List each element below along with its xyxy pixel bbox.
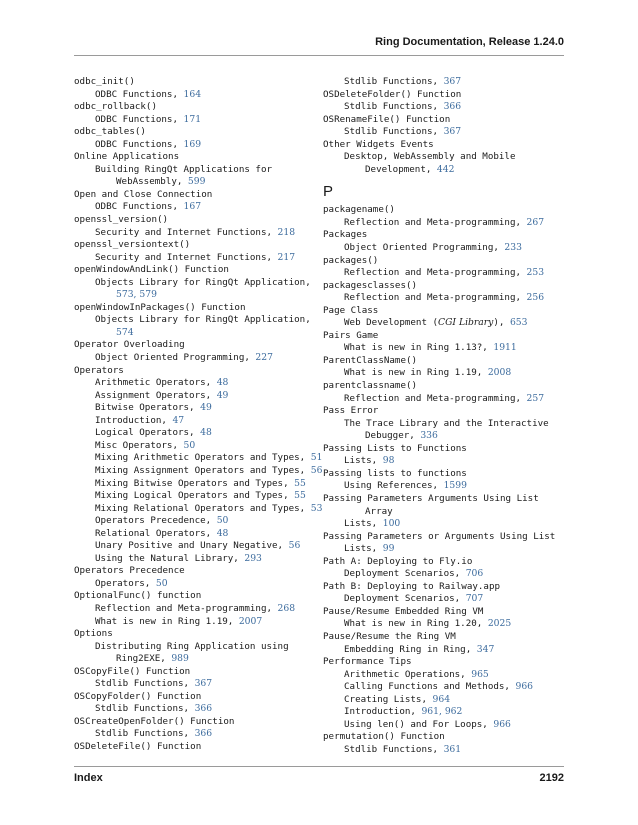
index-entry xyxy=(323,656,565,669)
entry-text: Stdlib Functions, xyxy=(95,678,195,690)
page-reference-link[interactable]: 55 xyxy=(294,490,306,502)
index-subentry xyxy=(74,728,316,741)
entry-text: Development, xyxy=(365,163,437,175)
entry-text: packages() xyxy=(323,254,379,266)
index-subentry xyxy=(323,367,565,380)
index-entry xyxy=(323,556,565,569)
entry-text: Security and Internet Functions, xyxy=(95,251,278,263)
entry-text: What is new in Ring 1.19, xyxy=(95,615,239,627)
header-rule xyxy=(74,55,564,56)
index-entry xyxy=(323,204,565,217)
entry-text: ODBC Functions, xyxy=(95,113,184,125)
index-subentry xyxy=(323,292,565,305)
page-reference-link[interactable]: 367 xyxy=(194,678,213,690)
entry-text: Lists, xyxy=(344,543,383,555)
page-reference-link[interactable]: 966 xyxy=(515,681,534,693)
index-section-letter: P xyxy=(323,183,334,201)
entry-text: OSDeleteFile() Function xyxy=(74,740,202,752)
entry-text: Objects Library for RingQt Application, xyxy=(95,314,311,326)
entry-text: Creating Lists, xyxy=(344,693,433,705)
entry-text: OSDeleteFolder() Function xyxy=(323,88,462,100)
index-subentry xyxy=(323,101,565,114)
page-reference-link[interactable]: 164 xyxy=(183,88,202,100)
index-entry xyxy=(74,76,316,89)
index-subentry xyxy=(74,464,323,478)
page-reference-link[interactable]: 336 xyxy=(420,430,438,442)
page-reference-link[interactable]: 706 xyxy=(465,568,484,580)
index-subentry xyxy=(323,455,565,468)
entry-text: Reflection and Meta-programming, xyxy=(344,216,527,228)
entry-text: Operators Precedence, xyxy=(95,515,217,527)
entry-text: Lists, xyxy=(344,518,383,530)
index-subentry xyxy=(74,578,316,591)
entry-text: Using References, xyxy=(344,480,444,492)
footer-page-number: 2192 xyxy=(539,772,564,784)
index-subentry xyxy=(323,164,565,177)
footer-rule xyxy=(74,766,564,767)
footer-section-name: Index xyxy=(74,772,103,784)
index-subentry xyxy=(323,618,565,631)
entry-text: permutation() Function xyxy=(323,731,445,743)
index-entry xyxy=(323,581,565,594)
index-entry xyxy=(323,255,565,268)
index-subentry xyxy=(74,277,316,290)
page-reference-link[interactable]: 100 xyxy=(382,518,401,530)
index-entry xyxy=(323,280,565,293)
page-reference-link[interactable]: 256 xyxy=(526,292,545,304)
entry-text: Pairs Game xyxy=(323,329,379,341)
entry-text: openWindowInPackages() Function xyxy=(74,301,246,313)
page-reference-link[interactable]: 51 xyxy=(310,452,323,464)
page-reference-link[interactable]: 267 xyxy=(526,216,545,228)
page-reference-link[interactable]: 47 xyxy=(172,414,185,426)
index-subentry xyxy=(74,176,316,189)
page-reference-link[interactable]: 574 xyxy=(116,326,134,338)
index-entry xyxy=(323,355,565,368)
page-reference-link[interactable]: 227 xyxy=(255,352,273,364)
entry-text: odbc_tables() xyxy=(74,126,146,138)
page-reference-link[interactable]: 48 xyxy=(200,427,212,439)
entry-text: openssl_versiontext() xyxy=(74,239,191,251)
page-reference-link[interactable]: 53 xyxy=(310,502,323,514)
entry-text-after: ), xyxy=(493,317,510,329)
page-reference-link[interactable]: 56 xyxy=(288,540,301,552)
page-reference-link[interactable]: 56 xyxy=(310,464,323,476)
index-entry xyxy=(74,189,316,202)
index-entry xyxy=(323,405,565,418)
entry-text: OSCreateOpenFolder() Function xyxy=(74,715,235,727)
index-subentry xyxy=(323,480,565,493)
entry-text: Reflection and Meta-programming, xyxy=(344,392,527,404)
entry-text: Object Oriented Programming, xyxy=(344,242,505,254)
index-entry xyxy=(74,151,316,164)
page-reference-link[interactable]: 268 xyxy=(277,602,296,614)
page-reference-link[interactable]: 599 xyxy=(187,176,206,188)
index-subentry xyxy=(74,352,316,365)
entry-text: Operators, xyxy=(95,577,156,589)
page-header-title: Ring Documentation, Release 1.24.0 xyxy=(375,36,564,48)
page-reference-link[interactable]: 293 xyxy=(244,552,262,564)
entry-text: Using len() and For Loops, xyxy=(344,718,494,730)
index-entry xyxy=(323,606,565,619)
index-subentry xyxy=(74,515,316,528)
index-subentry xyxy=(323,644,565,657)
page-reference-link[interactable]: 48 xyxy=(216,527,229,539)
entry-text: Unary Positive and Unary Negative, xyxy=(95,540,289,552)
page-reference-link[interactable]: 55 xyxy=(294,477,306,489)
index-entry xyxy=(74,126,316,139)
page-reference-link[interactable]: 367 xyxy=(443,126,462,138)
index-subentry xyxy=(74,89,316,102)
page-reference-link[interactable]: 573, 579 xyxy=(116,289,157,301)
page-reference-link[interactable]: 167 xyxy=(183,201,202,213)
entry-text: Online Applications xyxy=(74,151,180,163)
index-entry xyxy=(74,716,316,729)
page-reference-link[interactable]: 366 xyxy=(194,703,213,715)
entry-text: ParentClassName() xyxy=(323,354,418,366)
index-subentry xyxy=(74,540,316,553)
index-subentry xyxy=(323,393,565,406)
entry-text: Introduction, xyxy=(344,706,422,718)
page-reference-link[interactable]: 367 xyxy=(443,76,462,87)
index-subentry xyxy=(74,653,316,666)
index-entry xyxy=(323,114,565,127)
index-entry xyxy=(323,380,565,393)
entry-text: Object Oriented Programming, xyxy=(95,352,256,364)
entry-text: Operators Precedence xyxy=(74,565,185,577)
index-subentry xyxy=(323,719,565,732)
index-entry xyxy=(323,731,565,744)
index-subentry xyxy=(74,164,316,177)
index-subentry xyxy=(74,227,316,240)
index-subentry xyxy=(74,139,316,152)
entry-text: Pause/Resume Embedded Ring VM xyxy=(323,605,484,617)
index-subentry xyxy=(323,126,565,139)
entry-text: Packages xyxy=(323,229,368,241)
entry-text: Passing Lists to Functions xyxy=(323,442,467,454)
index-subentry xyxy=(74,678,316,691)
index-subentry xyxy=(323,151,565,164)
index-subentry xyxy=(74,502,323,516)
entry-italic-text: CGI Library xyxy=(438,317,494,329)
page-reference-link[interactable]: 961, 962 xyxy=(421,706,463,718)
entry-text: Web Development ( xyxy=(344,317,439,329)
entry-text: Array xyxy=(365,505,393,517)
index-subentry xyxy=(323,418,565,431)
page-reference-link[interactable]: 347 xyxy=(476,643,495,655)
index-subentry xyxy=(323,430,565,443)
entry-text: Assignment Operators, xyxy=(95,389,217,401)
index-entry xyxy=(74,590,316,603)
index-subentry xyxy=(323,342,565,355)
index-subentry xyxy=(323,317,565,330)
page-reference-link[interactable]: 707 xyxy=(465,593,484,605)
entry-text: Path B: Deploying to Railway.app xyxy=(323,580,501,592)
index-entry xyxy=(74,666,316,679)
entry-text: Operators xyxy=(74,364,124,376)
entry-text: Page Class xyxy=(323,304,379,316)
page-reference-link[interactable]: 253 xyxy=(526,267,545,279)
index-entry xyxy=(74,264,316,277)
entry-text: Path A: Deploying to Fly.io xyxy=(323,555,473,567)
entry-text: Mixing Bitwise Operators and Types, xyxy=(95,477,295,489)
entry-text: Security and Internet Functions, xyxy=(95,226,278,238)
index-subentry xyxy=(74,327,316,340)
entry-text: Reflection and Meta-programming, xyxy=(95,602,278,614)
entry-text: packagename() xyxy=(323,204,395,216)
entry-text: Performance Tips xyxy=(323,656,412,668)
index-entry xyxy=(74,628,316,641)
index-subentry xyxy=(323,76,565,89)
entry-text: WebAssembly, xyxy=(116,176,188,188)
index-column-left xyxy=(74,76,323,754)
entry-text: Introduction, xyxy=(95,414,173,426)
entry-text: OptionalFunc() function xyxy=(74,590,202,602)
entry-text: parentclassname() xyxy=(323,380,418,392)
page-reference-link[interactable]: 366 xyxy=(194,728,213,740)
entry-text: The Trace Library and the Interactive xyxy=(344,417,549,429)
page-reference-link[interactable]: 2025 xyxy=(487,618,512,630)
index-subentry xyxy=(323,217,565,230)
page-reference-link[interactable]: 2007 xyxy=(238,615,263,627)
entry-text: Mixing Arithmetic Operators and Types, xyxy=(95,452,311,464)
entry-text: openssl_version() xyxy=(74,214,169,226)
index-subentry xyxy=(323,568,565,581)
index-subentry xyxy=(74,553,316,566)
entry-text: Deployment Scenarios, xyxy=(344,568,466,580)
entry-text: openWindowAndLink() Function xyxy=(74,264,229,276)
page-reference-link[interactable]: 442 xyxy=(436,163,455,175)
index-entry xyxy=(323,139,565,152)
entry-text: Desktop, WebAssembly and Mobile xyxy=(344,151,516,163)
entry-text: Stdlib Functions, xyxy=(95,728,195,740)
entry-text: Open and Close Connection xyxy=(74,188,213,200)
index-entry xyxy=(323,330,565,343)
page-reference-link[interactable]: 964 xyxy=(432,693,451,705)
index-subentry xyxy=(74,114,316,127)
index-subentry xyxy=(323,518,565,531)
page-reference-link[interactable]: 1911 xyxy=(493,342,517,354)
index-subentry xyxy=(74,427,316,440)
entry-text: Other Widgets Events xyxy=(323,138,434,150)
entry-text: odbc_init() xyxy=(74,76,135,87)
entry-text: Stdlib Functions, xyxy=(344,76,444,87)
page-reference-link[interactable]: 48 xyxy=(216,377,229,389)
entry-text: Reflection and Meta-programming, xyxy=(344,292,527,304)
index-subentry xyxy=(323,267,565,280)
index-entry xyxy=(323,443,565,456)
index-subentry xyxy=(323,681,565,694)
index-entry xyxy=(74,365,316,378)
entry-text: Reflection and Meta-programming, xyxy=(344,267,527,279)
entry-text: Mixing Assignment Operators and Types, xyxy=(95,464,311,476)
index-subentry xyxy=(74,415,316,428)
index-entry xyxy=(74,691,316,704)
entry-text: Logical Operators, xyxy=(95,427,201,439)
index-subentry xyxy=(74,616,316,629)
entry-text: Stdlib Functions, xyxy=(344,743,444,755)
page-reference-link[interactable]: 49 xyxy=(216,389,229,401)
index-subentry xyxy=(323,242,565,255)
page-reference-link[interactable]: 99 xyxy=(382,543,395,555)
index-subentry xyxy=(323,744,565,757)
entry-text: What is new in Ring 1.19, xyxy=(344,367,488,379)
page-reference-link[interactable]: 50 xyxy=(183,439,196,451)
page-reference-link[interactable]: 257 xyxy=(526,392,545,404)
page-reference-link[interactable]: 233 xyxy=(504,242,522,254)
entry-text: Mixing Logical Operators and Types, xyxy=(95,490,295,502)
page-reference-link[interactable]: 653 xyxy=(509,317,528,329)
index-subentry xyxy=(323,543,565,556)
entry-text: ODBC Functions, xyxy=(95,201,184,213)
entry-text: OSCopyFile() Function xyxy=(74,665,191,677)
index-subentry xyxy=(74,440,316,453)
entry-text: Ring2EXE, xyxy=(116,653,172,665)
entry-text: Building RingQt Applications for xyxy=(95,163,273,175)
entry-text: packagesclasses() xyxy=(323,279,418,291)
page-reference-link[interactable]: 965 xyxy=(471,668,489,680)
entry-text: Objects Library for RingQt Application, xyxy=(95,276,311,288)
index-entry xyxy=(74,239,316,252)
entry-text: Bitwise Operators, xyxy=(95,402,201,414)
entry-text: Arithmetic Operations, xyxy=(344,668,472,680)
index-subentry xyxy=(323,694,565,707)
index-entry xyxy=(323,531,565,544)
entry-text: OSRenameFile() Function xyxy=(323,113,451,125)
index-subentry xyxy=(74,641,316,654)
index-subentry xyxy=(323,669,565,682)
page-reference-link[interactable]: 966 xyxy=(493,718,511,730)
page-reference-link[interactable]: 1599 xyxy=(443,480,467,492)
index-subentry xyxy=(74,452,323,465)
page-reference-link[interactable]: 366 xyxy=(443,101,462,113)
index-subentry xyxy=(74,478,316,491)
index-subentry xyxy=(74,390,316,403)
page-reference-link[interactable]: 217 xyxy=(277,251,296,263)
entry-text: Options xyxy=(74,628,113,640)
index-subentry xyxy=(74,703,316,716)
entry-text: OSCopyFolder() Function xyxy=(74,690,202,702)
entry-text: Mixing Relational Operators and Types, xyxy=(95,502,311,514)
page-reference-link[interactable]: 361 xyxy=(443,743,462,755)
index-entry xyxy=(323,493,565,506)
entry-text: Distributing Ring Application using xyxy=(95,640,289,652)
index-subentry xyxy=(74,252,316,265)
entry-text: Pause/Resume the Ring VM xyxy=(323,630,456,642)
index-subentry xyxy=(323,706,565,719)
index-entry xyxy=(74,302,316,315)
index-entry xyxy=(74,101,316,114)
entry-text: Embedding Ring in Ring, xyxy=(344,643,477,655)
index-entry xyxy=(323,468,565,481)
entry-text: Pass Error xyxy=(323,405,379,417)
entry-text: Calling Functions and Methods, xyxy=(344,681,516,693)
entry-text: Debugger, xyxy=(365,430,421,442)
entry-text: Stdlib Functions, xyxy=(344,101,444,113)
index-subentry xyxy=(323,593,565,606)
index-entry xyxy=(74,339,316,352)
entry-text: Relational Operators, xyxy=(95,527,217,539)
index-subentry xyxy=(74,528,316,541)
page-reference-link[interactable]: 169 xyxy=(183,138,202,150)
index-subentry xyxy=(74,201,316,214)
index-entry xyxy=(323,89,565,102)
index-subentry xyxy=(323,506,565,519)
entry-text: Lists, xyxy=(344,455,383,467)
page-reference-link[interactable]: 218 xyxy=(277,226,296,238)
index-entry xyxy=(74,741,316,754)
entry-text: Stdlib Functions, xyxy=(95,703,195,715)
page-reference-link[interactable]: 50 xyxy=(155,577,168,589)
entry-text: ODBC Functions, xyxy=(95,88,184,100)
entry-text: Using the Natural Library, xyxy=(95,552,245,564)
index-column-right xyxy=(323,76,565,756)
entry-text: Operator Overloading xyxy=(74,339,185,351)
index-subentry xyxy=(74,490,316,503)
index-entry xyxy=(323,631,565,644)
entry-text: Passing lists to functions xyxy=(323,467,467,479)
index-entry xyxy=(323,305,565,318)
index-subentry xyxy=(74,289,316,302)
entry-text: Passing Parameters Arguments Using List xyxy=(323,492,539,504)
page-reference-link[interactable]: 50 xyxy=(216,515,229,527)
index-subentry xyxy=(74,314,316,327)
entry-text: What is new in Ring 1.13?, xyxy=(344,342,494,354)
entry-text: Arithmetic Operators, xyxy=(95,377,217,389)
entry-text: Stdlib Functions, xyxy=(344,126,444,138)
entry-text: Misc Operators, xyxy=(95,439,184,451)
index-subentry xyxy=(74,402,316,415)
index-entry xyxy=(74,214,316,227)
page-reference-link[interactable]: 989 xyxy=(171,653,189,665)
page-reference-link[interactable]: 49 xyxy=(200,402,212,414)
entry-text: What is new in Ring 1.20, xyxy=(344,618,488,630)
page-reference-link[interactable]: 98 xyxy=(382,455,395,467)
entry-text: odbc_rollback() xyxy=(74,101,157,113)
index-subentry xyxy=(74,377,316,390)
index-subentry xyxy=(74,603,316,616)
entry-text: Deployment Scenarios, xyxy=(344,593,466,605)
index-entry xyxy=(323,229,565,242)
entry-text: Passing Parameters or Arguments Using List xyxy=(323,530,556,542)
page-reference-link[interactable]: 171 xyxy=(183,113,202,125)
entry-text: ODBC Functions, xyxy=(95,138,184,150)
index-entry xyxy=(74,565,316,578)
page-reference-link[interactable]: 2008 xyxy=(487,367,512,379)
